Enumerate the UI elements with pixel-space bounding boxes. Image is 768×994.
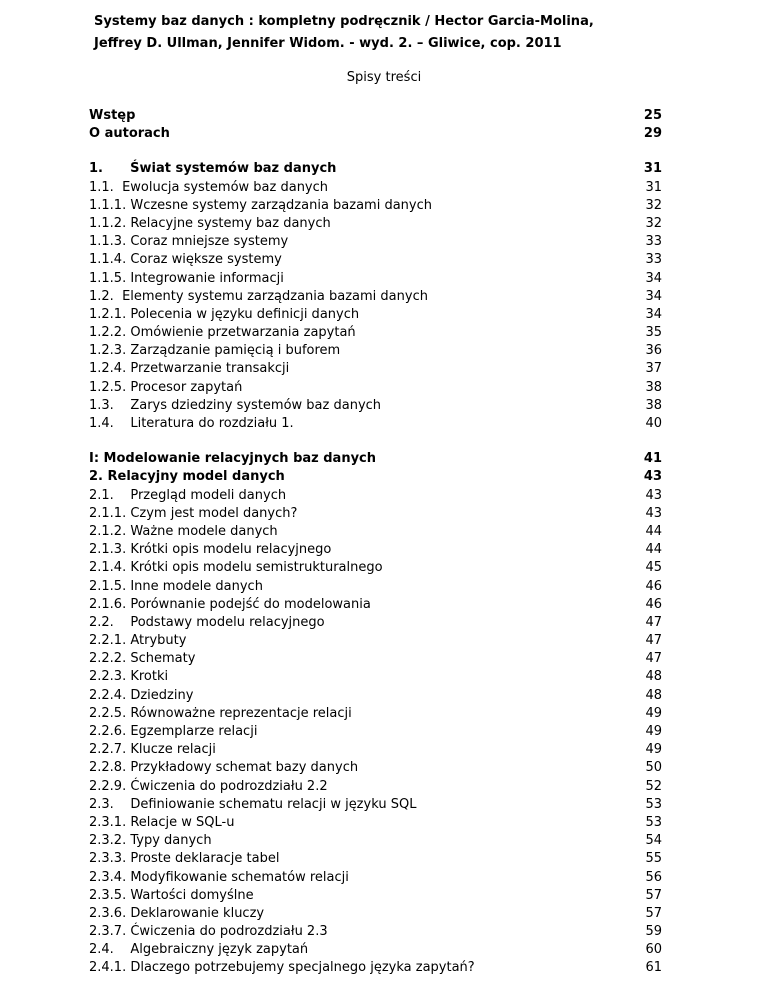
- toc-entry: [89, 360, 662, 378]
- toc-entry: [89, 959, 662, 977]
- toc-entry: [89, 832, 662, 850]
- toc-entry: [89, 160, 662, 178]
- toc-entry: [89, 632, 662, 650]
- toc-entry-title: 2.1.3. Krótki opis modelu relacyjnego: [89, 542, 332, 558]
- toc-entry-page: 46: [645, 578, 662, 594]
- toc-entry: [89, 215, 662, 233]
- toc-entry: [89, 814, 662, 832]
- toc-entry-title: 2.1.4. Krótki opis modelu semistrukturalnego: [89, 560, 383, 576]
- toc-entry-page: 29: [643, 126, 662, 142]
- toc-entry-title: 1.1. Ewolucja systemów baz danych: [89, 179, 329, 195]
- toc-entry-page: 44: [645, 542, 662, 558]
- toc-entry-page: 47: [645, 633, 662, 649]
- toc-entry-title: 2.3.4. Modyfikowanie schematów relacji: [89, 869, 349, 885]
- toc-entry: [89, 197, 662, 215]
- toc-entry-title: 1.1.3. Coraz mniejsze systemy: [89, 234, 289, 250]
- toc-entry-page: 55: [645, 851, 662, 867]
- toc-entry: [89, 251, 662, 269]
- toc-entry-title: 2.3.3. Proste deklaracje tabel: [89, 851, 280, 867]
- toc-entry-title: 1.1.4. Coraz większe systemy: [89, 252, 282, 268]
- toc-entry: [89, 650, 662, 668]
- toc-entry-page: 57: [645, 887, 662, 903]
- toc-entry: [89, 288, 662, 306]
- toc-entry-title: 2.2. Podstawy modelu relacyjnego: [89, 614, 325, 630]
- toc-entry-page: 37: [645, 361, 662, 377]
- toc-entry: [89, 850, 662, 868]
- toc-entry-title: 2.2.5. Równoważne reprezentacje relacji: [89, 705, 352, 721]
- toc-entry-page: 60: [645, 942, 662, 958]
- toc-entry: [89, 905, 662, 923]
- toc-entry-title: 1.2.4. Przetwarzanie transakcji: [89, 361, 290, 377]
- toc-entry-title: Wstęp: [89, 108, 136, 123]
- toc-entry-page: 43: [643, 469, 662, 485]
- toc-entry-page: 53: [645, 814, 662, 830]
- toc-entry-title: 2.3.5. Wartości domyślne: [89, 887, 254, 903]
- toc-entry-page: 36: [645, 343, 662, 359]
- toc-entry: [89, 270, 662, 288]
- toc-entry-title: 1.2.3. Zarządzanie pamięcią i buforem: [89, 343, 341, 359]
- toc-entry-title: 1.3. Zarys dziedziny systemów baz danych: [89, 397, 382, 413]
- toc-entry-page: 47: [645, 614, 662, 630]
- toc-entry-page: 38: [645, 379, 662, 395]
- toc-entry-page: 49: [645, 705, 662, 721]
- toc-entry-page: 59: [645, 924, 662, 940]
- toc-entry-page: 45: [645, 560, 662, 576]
- toc-entry: [89, 179, 662, 197]
- toc-entry: [89, 869, 662, 887]
- toc-entry-title: 2.2.3. Krotki: [89, 669, 169, 685]
- toc-entry: [89, 125, 662, 143]
- toc-entry-title: 2.2.1. Atrybuty: [89, 633, 187, 649]
- toc-entry-title: 1.2.5. Procesor zapytań: [89, 379, 243, 395]
- toc-entry: [89, 233, 662, 251]
- toc-entry: [89, 505, 662, 523]
- document-header: [94, 11, 694, 55]
- toc-entry: [89, 741, 662, 759]
- toc-entry-title: 2.1. Przegląd modeli danych: [89, 487, 287, 503]
- toc-entry-page: 35: [645, 325, 662, 341]
- toc-entry: [89, 523, 662, 541]
- toc-entry-title: 1.2.1. Polecenia w języku definicji danych: [89, 306, 360, 322]
- toc-entry: [89, 687, 662, 705]
- toc-entry-title: 1.1.2. Relacyjne systemy baz danych: [89, 215, 331, 231]
- toc-entry: [89, 468, 662, 486]
- toc-entry-title: 2.4.1. Dlaczego potrzebujemy specjalnego języka zapytań?: [89, 960, 475, 976]
- toc-entry-title: I: Modelowanie relacyjnych baz danych: [89, 451, 377, 467]
- toc-entry-title: 2.1.6. Porównanie podejść do modelowania: [89, 596, 371, 612]
- toc-entry: [89, 415, 662, 433]
- toc-entry-title: 1.2. Elementy systemu zarządzania bazami danych: [89, 288, 428, 304]
- toc-entry-title: 1. Świat systemów baz danych: [89, 161, 337, 177]
- toc-entry-title: 1.1.1. Wczesne systemy zarządzania bazami danych: [89, 197, 433, 213]
- toc-entry-page: 38: [645, 397, 662, 413]
- toc-entry-page: 32: [645, 197, 662, 213]
- toc-entry: [89, 379, 662, 397]
- toc-entry-page: 33: [645, 252, 662, 268]
- toc-entry-title: 2.3. Definiowanie schematu relacji w języku SQL: [89, 796, 417, 812]
- toc-entry-title: 2.2.4. Dziedziny: [89, 687, 194, 703]
- header-line-1: Systemy baz danych : kompletny podręcznik / Hector Garcia-Molina,: [94, 14, 594, 29]
- toc-entry-title: 2.1.2. Ważne modele danych: [89, 523, 278, 539]
- toc-entry: [89, 614, 662, 632]
- toc-entry: [89, 941, 662, 959]
- toc-entry-page: 54: [645, 833, 662, 849]
- toc-entry-page: 44: [645, 523, 662, 539]
- toc-entry: [89, 887, 662, 905]
- toc-entry-title: 2.3.7. Ćwiczenia do podrozdziału 2.3: [89, 924, 328, 940]
- toc-entry-page: 31: [643, 161, 662, 177]
- toc-entry: [89, 107, 662, 125]
- toc-entry-title: 2.2.7. Klucze relacji: [89, 742, 216, 758]
- toc-entry-title: 2.2.9. Ćwiczenia do podrozdziału 2.2: [89, 778, 328, 794]
- toc-entry: [89, 778, 662, 796]
- toc-entry-title: 2.1.1. Czym jest model danych?: [89, 505, 298, 521]
- toc-entry-title: 2.1.5. Inne modele danych: [89, 578, 263, 594]
- toc-entry: [89, 796, 662, 814]
- toc-entry: [89, 668, 662, 686]
- toc-entry-title: 2.2.2. Schematy: [89, 651, 196, 667]
- toc-entry: [89, 541, 662, 559]
- toc-entry-page: 48: [645, 669, 662, 685]
- toc-entry: [89, 705, 662, 723]
- toc-entry-title: 2.2.6. Egzemplarze relacji: [89, 724, 258, 739]
- toc-entry-page: 25: [643, 108, 662, 123]
- toc-entry-title: 2.3.6. Deklarowanie kluczy: [89, 905, 265, 921]
- toc-entry: [89, 578, 662, 596]
- toc-entry-page: 46: [645, 596, 662, 612]
- toc-entry-page: 34: [645, 270, 662, 286]
- toc-entry-title: O autorach: [89, 126, 170, 142]
- toc-entry-page: 52: [645, 778, 662, 794]
- toc-entry-title: 2.3.1. Relacje w SQL-u: [89, 814, 235, 830]
- toc-entry-title: 2.2.8. Przykładowy schemat bazy danych: [89, 760, 359, 776]
- toc-entry: [89, 723, 662, 741]
- toc-entry-page: 33: [645, 234, 662, 250]
- toc-entry-page: 41: [643, 451, 662, 467]
- toc-entry-page: 40: [645, 416, 662, 431]
- toc-entry: [89, 759, 662, 777]
- toc-entry: [89, 596, 662, 614]
- toc-entry-page: 34: [645, 306, 662, 322]
- toc-entry-page: 43: [645, 487, 662, 503]
- toc-entry: [89, 397, 662, 415]
- toc-entry-page: 48: [645, 687, 662, 703]
- toc-entry: [89, 324, 662, 342]
- toc-entry-title: 1.1.5. Integrowanie informacji: [89, 270, 284, 286]
- page-subtitle: Spisy treści: [346, 70, 422, 85]
- toc-entry-title: 2. Relacyjny model danych: [89, 469, 285, 485]
- toc-entry-page: 53: [645, 796, 662, 812]
- table-of-contents: [89, 107, 662, 978]
- toc-entry: [89, 306, 662, 324]
- toc-entry-page: 57: [645, 905, 662, 921]
- toc-entry: [89, 342, 662, 360]
- toc-entry: [89, 559, 662, 577]
- toc-entry-page: 49: [645, 742, 662, 758]
- toc-entry-page: 31: [645, 179, 662, 195]
- toc-entry-title: 2.4. Algebraiczny język zapytań: [89, 942, 309, 958]
- toc-entry-page: 32: [645, 215, 662, 231]
- toc-entry: [89, 923, 662, 941]
- header-line-2: Jeffrey D. Ullman, Jennifer Widom. - wyd. 2. – Gliwice, cop. 2011: [94, 36, 562, 51]
- toc-entry-title: 1.4. Literatura do rozdziału 1.: [89, 416, 294, 431]
- toc-entry: [89, 450, 662, 468]
- toc-entry-page: 49: [645, 724, 662, 739]
- toc-entry-page: 61: [645, 960, 662, 976]
- toc-entry-title: 1.2.2. Omówienie przetwarzania zapytań: [89, 325, 356, 341]
- toc-entry-page: 43: [645, 505, 662, 521]
- toc-entry-page: 50: [645, 760, 662, 776]
- toc-entry-page: 56: [645, 869, 662, 885]
- toc-entry: [89, 487, 662, 505]
- toc-entry-page: 47: [645, 651, 662, 667]
- toc-entry-title: 2.3.2. Typy danych: [89, 833, 212, 849]
- toc-entry-page: 34: [645, 288, 662, 304]
